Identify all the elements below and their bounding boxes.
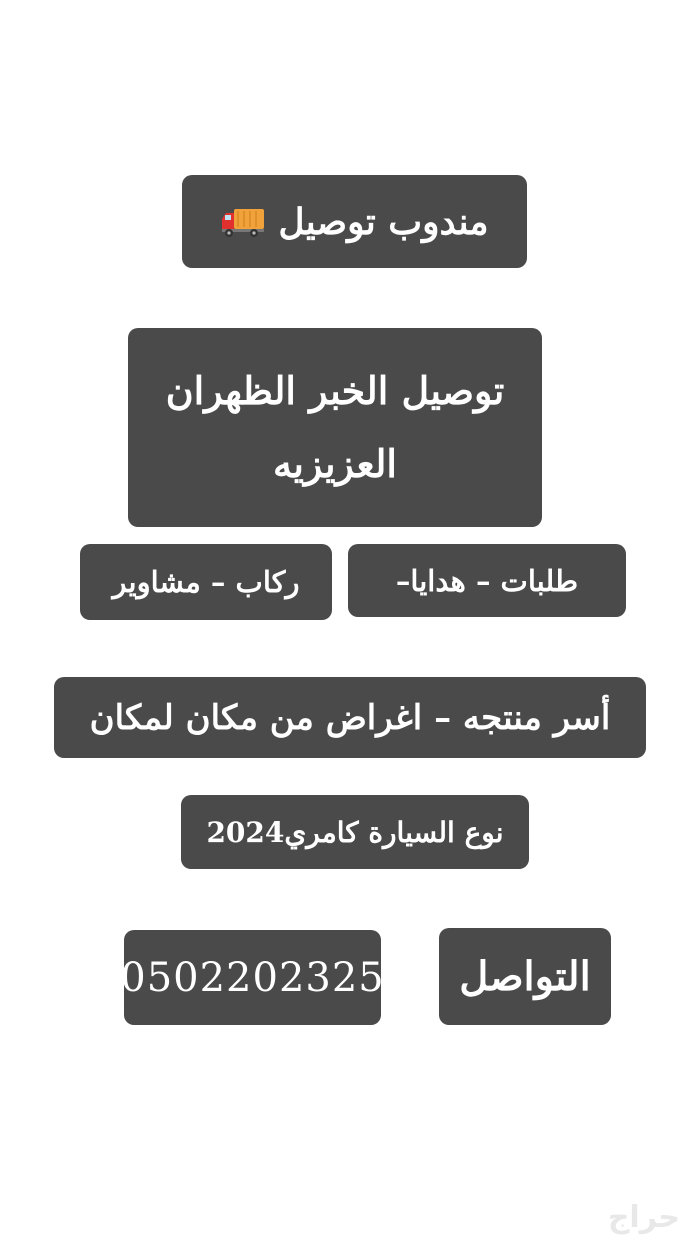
contact-label-box bbox=[439, 928, 611, 1025]
delivery-truck-icon bbox=[220, 205, 266, 239]
service-orders-gifts bbox=[348, 544, 626, 617]
service-orders-gifts-text: طلبات – هدايا– bbox=[395, 563, 579, 598]
delivery-agent-title bbox=[182, 175, 527, 268]
car-type-box bbox=[181, 795, 529, 869]
service-families-items-text: أسر منتجه – اغراض من مكان لمكان bbox=[89, 697, 611, 738]
car-type-text: نوع السيارة كامري2024 bbox=[206, 815, 504, 849]
contact-label: التواصل bbox=[459, 953, 591, 1000]
phone-number[interactable]: 0502202325 bbox=[120, 954, 385, 1001]
service-passengers-trips bbox=[80, 544, 332, 620]
service-area-box bbox=[128, 328, 542, 527]
service-area-line1: توصيل الخبر الظهران bbox=[165, 368, 505, 414]
title-text: مندوب توصيل bbox=[278, 200, 489, 243]
haraj-watermark: حراج bbox=[607, 1200, 680, 1235]
service-passengers-trips-text: ركاب – مشاوير bbox=[112, 565, 300, 599]
phone-number-box[interactable] bbox=[120, 930, 385, 1025]
service-area-line2: العزيزيه bbox=[273, 440, 397, 486]
service-families-items bbox=[54, 677, 646, 758]
